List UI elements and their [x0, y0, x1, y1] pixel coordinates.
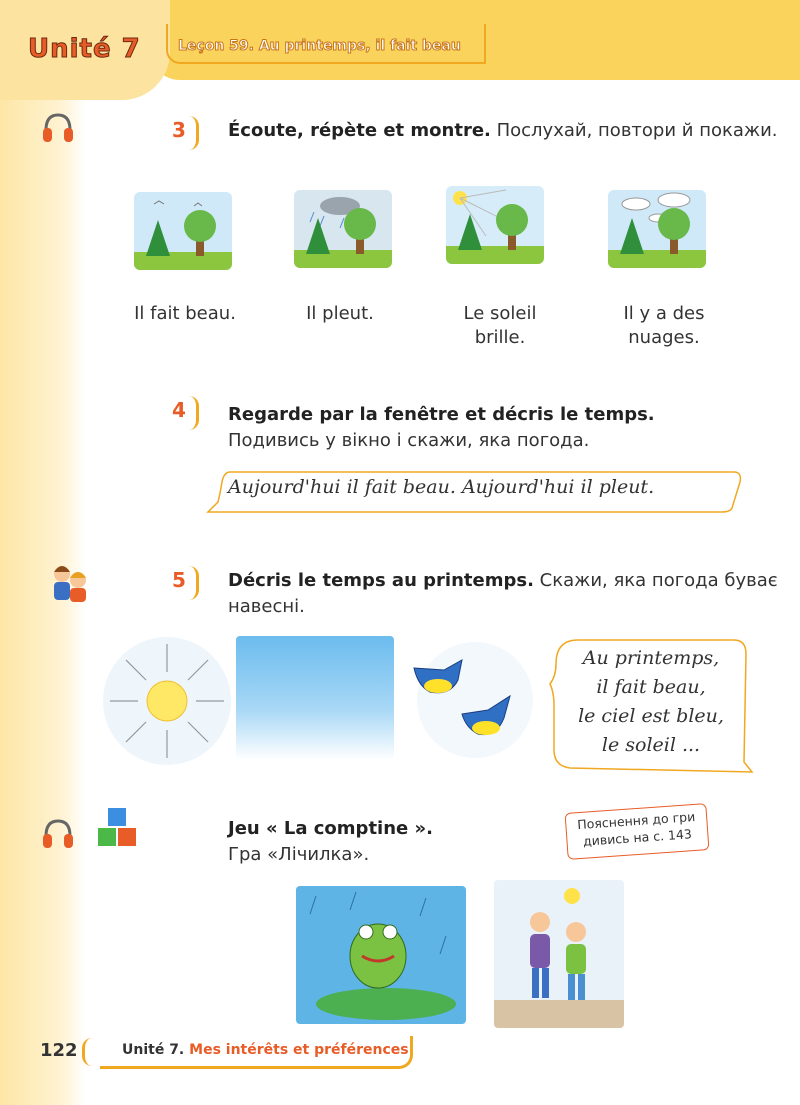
speech-line: Au printemps,	[582, 647, 720, 669]
speech-line: le ciel est bleu,	[578, 705, 724, 727]
unit-label: Unité 7	[28, 34, 141, 64]
footer-unit-title: Mes intérêts et préférences	[189, 1042, 409, 1058]
game-title-uk: Гра «Лічилка».	[228, 844, 370, 865]
abc-blocks-icon	[96, 806, 138, 850]
caption-line: nuages.	[628, 327, 700, 348]
caption-line: Le soleil	[463, 303, 537, 324]
instruction-fr: Regarde par la fenêtre et décris le temps.	[228, 404, 655, 425]
exercise-number: 3	[172, 118, 186, 142]
speech-line: le soleil ...	[601, 734, 701, 756]
caption-line: Il pleut.	[306, 303, 374, 324]
caption-line: Il y a des	[623, 303, 705, 324]
frog-image	[296, 886, 466, 1024]
scene-sunshine	[446, 186, 544, 264]
page-number: 122	[40, 1040, 78, 1061]
scene-rain	[294, 190, 392, 268]
blue-sky-image	[236, 636, 394, 760]
number-bracket	[186, 396, 199, 430]
speech-text: Aujourd'hui il fait beau. Aujourd'hui il pleut.	[228, 476, 655, 498]
caption	[440, 302, 560, 350]
speech-bubble	[204, 468, 744, 514]
left-margin-strip	[0, 0, 86, 1105]
game-note	[565, 803, 710, 860]
note-line: Пояснення до гри	[576, 808, 696, 833]
scene-clouds	[608, 190, 706, 268]
children-icon	[46, 560, 92, 606]
number-bracket	[186, 116, 199, 150]
caption-line: brille.	[474, 327, 526, 348]
birds-image	[400, 640, 550, 764]
instruction-fr: Écoute, répète et montre.	[228, 120, 491, 141]
children-walking-image	[494, 880, 624, 1028]
instruction-uk: Подивись у вікно і скажи, яка погода.	[228, 430, 590, 451]
game-instruction	[228, 816, 548, 868]
exercise-number: 5	[172, 568, 186, 592]
footer-bracket	[82, 1038, 95, 1066]
exercise-instruction	[228, 118, 778, 144]
speech-bubble	[548, 636, 754, 774]
instruction-uk: Послухай, повтори й покажи.	[496, 120, 778, 141]
footer-unit-prefix: Unité 7.	[122, 1042, 185, 1058]
note-line: дивись на с. 143	[582, 826, 693, 849]
caption	[120, 302, 250, 326]
sun-image	[102, 636, 232, 766]
headphones-icon[interactable]	[40, 816, 76, 852]
exercise-number: 4	[172, 398, 186, 422]
caption	[604, 302, 724, 350]
exercise-instruction	[228, 568, 778, 620]
game-title-fr: Jeu « La comptine ».	[228, 818, 433, 839]
instruction-uk: Скажи, яка погода буває навесні.	[228, 570, 778, 617]
number-bracket	[186, 566, 199, 600]
instruction-fr: Décris le temps au printemps.	[228, 570, 534, 591]
lesson-title: Leçon 59. Au printemps, il fait beau	[178, 38, 461, 54]
speech-line: il fait beau,	[596, 676, 706, 698]
exercise-instruction	[228, 402, 778, 454]
footer-unit	[122, 1042, 409, 1058]
scene-sunny	[134, 192, 232, 270]
caption	[280, 302, 400, 326]
headphones-icon[interactable]	[40, 110, 76, 146]
caption-line: Il fait beau.	[134, 303, 236, 324]
